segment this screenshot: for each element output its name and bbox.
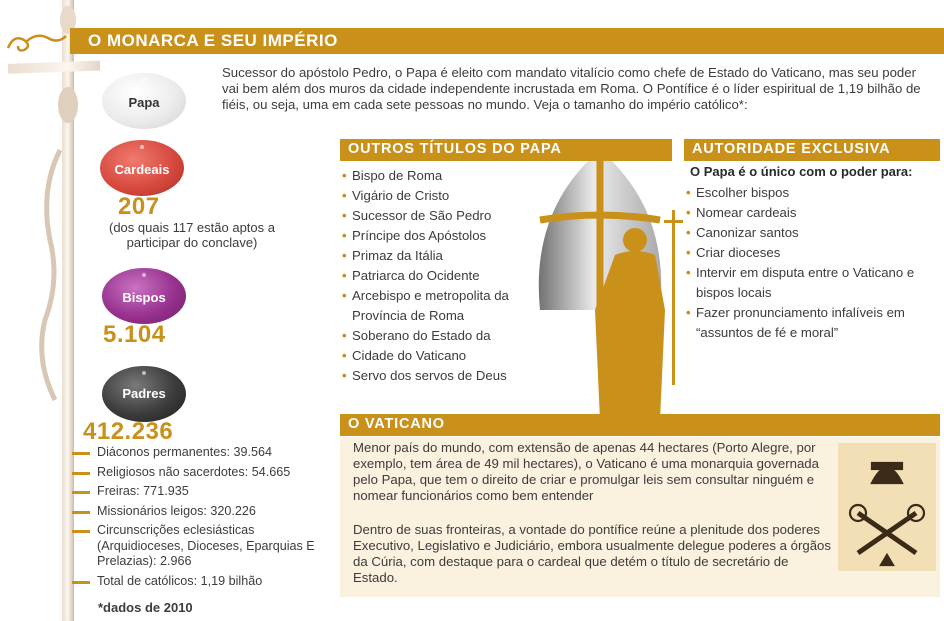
list-item: • Canonizar santos — [686, 225, 799, 240]
vaticano-paragraph-1: Menor país do mundo, com extensão de apenas 44 hectares (Porto Alegre, por exemplo, tem área de 49 mil hectares), o Vaticano é uma monarquia governada pelo Papa, que tem o direito de criar e promulgar leis sem consultar ninguém e nomear funcionários como bem entender — [353, 440, 819, 503]
list-item: • Patriarca do Ocidente — [342, 268, 480, 283]
intro-paragraph: Sucessor do apóstolo Pedro, o Papa é eleito com mandato vitalício como chefe de Estado do Vaticano, mas seu poder vai bem além dos muros da cidade independente incrustada em Roma. O Pontífice é o líder espiritual de 1,19 bilhão de fiéis, ou seja, uma em cada sete pessoas no mundo. Veja o tamanho do império católico*: — [222, 65, 921, 112]
list-item: Total de católicos: 1,19 bilhão — [72, 574, 342, 590]
padres-oval — [102, 366, 186, 422]
autoridade-heading: AUTORIDADE EXCLUSIVA — [684, 139, 940, 161]
list-item: Circunscrições eclesiásticas (Arquidioceses, Dioceses, Eparquias E Prelazias): 2.966 — [72, 523, 342, 570]
stats-list — [72, 445, 342, 593]
ornament-icon — [4, 30, 68, 52]
list-item: • Cidade do Vaticano — [342, 348, 467, 363]
list-item: • Escolher bispos — [686, 185, 790, 200]
bispos-count: 5.104 — [103, 321, 166, 348]
list-item: Diáconos permanentes: 39.564 — [72, 445, 342, 461]
papa-oval — [102, 73, 186, 129]
coat-of-arms-icon — [838, 443, 936, 571]
footnote: *dados de 2010 — [98, 600, 193, 615]
padres-label: Padres — [122, 386, 166, 401]
list-item: • Arcebispo e metropolita da Província de Roma — [342, 288, 509, 323]
cardeais-count: 207 — [118, 193, 160, 220]
cardeais-note: (dos quais 117 estão aptos a participar do conclave) — [109, 220, 275, 250]
bispos-oval — [102, 268, 186, 324]
list-item: • Soberano do Estado da — [342, 328, 491, 343]
list-item: Freiras: 771.935 — [72, 484, 342, 500]
list-item: • Intervir em disputa entre o Vaticano e bispos locais — [686, 265, 915, 300]
list-item: • Sucessor de São Pedro — [342, 208, 492, 223]
titulos-list — [340, 166, 540, 386]
list-item: • Fazer pronunciamento infalíveis em “assuntos de fé e moral” — [686, 305, 905, 340]
bispos-label: Bispos — [122, 290, 166, 305]
titulos-heading: OUTROS TÍTULOS DO PAPA — [340, 139, 672, 161]
list-item: • Primaz da Itália — [342, 248, 443, 263]
vaticano-paragraph-2: Dentro de suas fronteiras, a vontade do pontífice reúne a plenitude dos poderes Executivo, Legislativo e Judiciário, embora usualmente delegue poderes a órgãos da Cúria, com destaque para o cardeal que detém o título de secretário de Estado. — [353, 522, 831, 585]
vaticano-heading: O VATICANO — [340, 414, 940, 436]
list-item: • Bispo de Roma — [342, 168, 443, 183]
list-item: • Vigário de Cristo — [342, 188, 450, 203]
list-item: • Príncipe dos Apóstolos — [342, 228, 487, 243]
list-item: • Nomear cardeais — [686, 205, 797, 220]
list-item: • Servo dos servos de Deus — [342, 368, 507, 383]
cardeais-oval — [100, 140, 184, 196]
list-item: Religiosos não sacerdotes: 54.665 — [72, 465, 342, 481]
papa-label: Papa — [128, 95, 160, 110]
cardeais-label: Cardeais — [114, 162, 170, 177]
page-title: O MONARCA E SEU IMPÉRIO — [88, 31, 338, 50]
autoridade-list — [684, 183, 940, 343]
padres-count: 412.236 — [83, 418, 174, 445]
list-item: Missionários leigos: 320.226 — [72, 504, 342, 520]
autoridade-subheading: O Papa é o único com o poder para: — [690, 164, 913, 179]
header-banner — [0, 28, 944, 54]
list-item: • Criar dioceses — [686, 245, 781, 260]
